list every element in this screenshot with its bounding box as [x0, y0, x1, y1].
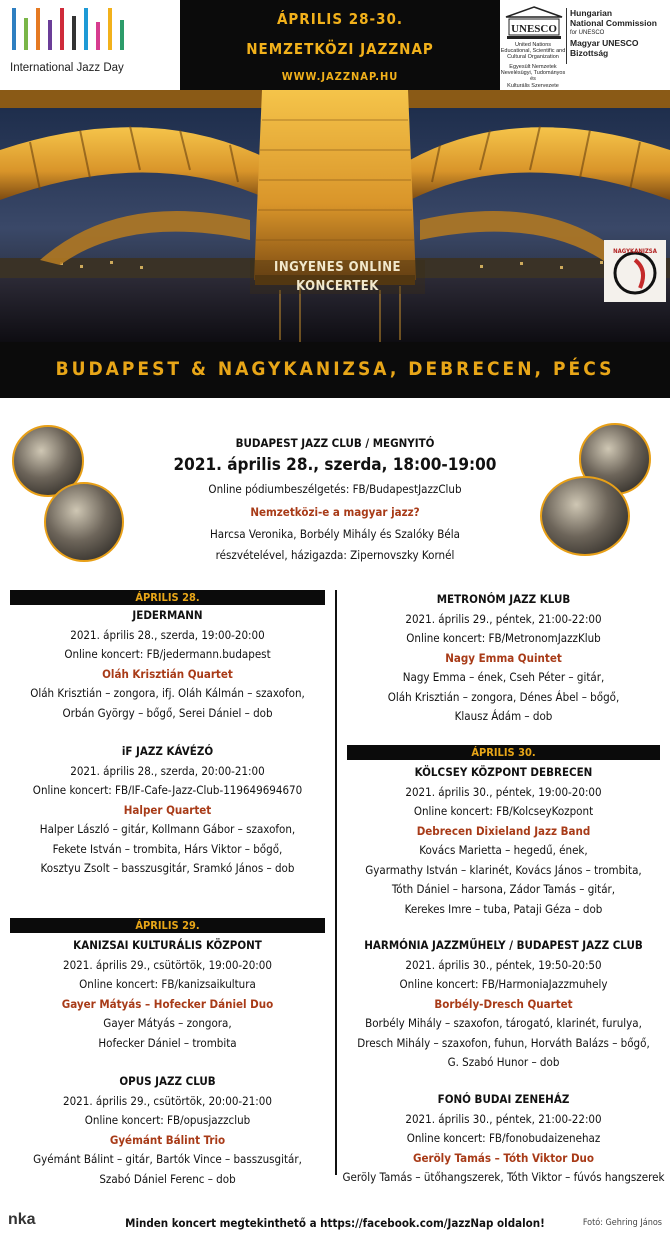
band-members: Gyarmathy István – klarinét, Kovács János – trombita, [365, 862, 642, 877]
band-members: Gyémánt Bálint – gitár, Bartók Vince – basszusgitár, [33, 1152, 302, 1166]
logo-bar [24, 18, 28, 50]
band-name: Debrecen Dixieland Jazz Band [416, 823, 591, 838]
unesco-divider [566, 8, 567, 64]
event-opus [0, 1072, 335, 1189]
event-online: Online koncert: FB/MetronomJazzKlub [406, 631, 601, 645]
band-members: Kerekes Imre – tuba, Pataji Géza – dob [404, 901, 603, 916]
band-members: Orbán György – bőgő, Serei Dániel – dob [62, 705, 273, 720]
free-online-concerts-label: INGYENES ONLINE KONCERTEK [250, 260, 425, 294]
logo-bar [108, 8, 112, 50]
event-url[interactable]: WWW.JAZZNAP.HU [281, 70, 399, 83]
band-members: G. Szabó Hunor – dob [447, 1055, 560, 1069]
cities-banner [0, 342, 670, 398]
band-members: Geröly Tamás – ütőhangszerek, Tóth Viktor – fúvós hangszerek [342, 1170, 665, 1184]
international-jazz-day-logo [0, 0, 180, 90]
venue-name: FONÓ BUDAI ZENEHÁZ [437, 1092, 570, 1106]
unesco-hu-name: Egyesült Nemzetek Nevelésügyi, Tudományos és Kulturális Szervezete [500, 64, 566, 89]
band-members: Gayer Mátyás – zongora, [103, 1016, 232, 1030]
logo-text: International Jazz Day [10, 62, 124, 74]
band-name: Halper Quartet [123, 802, 212, 817]
venue-name: KÖLCSEY KÖZPONT DEBRECEN [414, 765, 593, 779]
event-datetime: 2021. április 28., szerda, 20:00-21:00 [70, 763, 265, 778]
event-datetime: 2021. április 28., szerda, 19:00-20:00 [70, 627, 265, 642]
opening-online: Online pódiumbeszélgetés: FB/BudapestJazzClub [208, 482, 462, 496]
band-members: Klausz Ádám – dob [454, 709, 553, 723]
bridge-illustration [0, 90, 670, 342]
nka-logo: nka [8, 1211, 36, 1228]
header-banner [180, 0, 500, 90]
band-name: Oláh Krisztián Quartet [102, 666, 233, 681]
logo-bar [48, 20, 52, 50]
nagykanizsa-badge-text: NAGYKANIZSA [613, 248, 657, 255]
event-datetime: 2021. április 30., péntek, 21:00-22:00 [405, 1111, 602, 1126]
band-members: Halper László – gitár, Kollmann Gábor – szaxofon, [39, 822, 296, 836]
event-datetime: 2021. április 29., péntek, 21:00-22:00 [405, 611, 602, 626]
band-members: Dresch Mihály – szaxofon, fuhun, Horváth Balázs – bőgő, [357, 1035, 650, 1050]
date-label-apr30: ÁPRILIS 30. [347, 745, 660, 760]
event-online: Online koncert: FB/opusjazzclub [84, 1113, 251, 1127]
band-members: Tóth Dániel – harsona, Zádor Tamás – gitár, [391, 882, 616, 896]
commission-name: Hungarian National Commission for UNESCO Magyar UNESCO Bizottság [570, 8, 657, 58]
logo-bar [72, 16, 76, 50]
event-datetime: 2021. április 29., csütörtök, 19:00-20:00 [63, 957, 272, 972]
unesco-un-name: United Nations Educational, Scientific and Cultural Organization [500, 42, 566, 61]
band-members: Fekete István – trombita, Hárs Viktor – bőgő, [52, 841, 283, 856]
unesco-logo [500, 0, 670, 90]
event-if-jazz [0, 742, 335, 879]
opening-topic: Nemzetközi-e a magyar jazz? [250, 505, 420, 519]
event-datetime: 2021. április 29., csütörtök, 20:00-21:00 [63, 1093, 272, 1108]
opening-guests: Harcsa Veronika, Borbély Mihály és Szalóky Béla [210, 527, 460, 541]
band-members: Szabó Dániel Ferenc – dob [99, 1171, 236, 1186]
band-members: Hofecker Dániel – trombita [98, 1035, 237, 1050]
venue-name: METRONÓM JAZZ KLUB [436, 592, 571, 606]
date-label-apr28: ÁPRILIS 28. [10, 590, 325, 605]
logo-bar [84, 8, 88, 50]
band-members: Borbély Mihály – szaxofon, tárogató, klarinét, furulya, [365, 1016, 642, 1030]
event-jedermann [0, 606, 335, 723]
footer-link-text[interactable]: Minden koncert megtekinthető a https://facebook.com/JazzNap oldalon! [125, 1216, 545, 1230]
venue-name: KANIZSAI KULTURÁLIS KÖZPONT [73, 938, 262, 952]
event-kanizsai [0, 936, 335, 1053]
venue-name: iF JAZZ KÁVÉZÓ [121, 744, 214, 758]
event-online: Online koncert: FB/IF-Cafe-Jazz-Club-119649694670 [32, 783, 303, 797]
event-online: Online koncert: FB/jedermann.budapest [64, 647, 271, 661]
band-members: Oláh Krisztián – zongora, Dénes Ábel – bőgő, [387, 689, 620, 704]
event-datetime: 2021. április 30., péntek, 19:50-20:50 [405, 957, 602, 972]
band-name: Gayer Mátyás – Hofecker Dániel Duo [61, 996, 274, 1011]
logo-bar [96, 22, 100, 50]
logo-bar [120, 20, 124, 50]
venue-name: JEDERMANN [132, 608, 203, 622]
photo-credit: Fotó: Gehring János [582, 1218, 662, 1228]
event-online: Online koncert: FB/fonobudaizenehaz [406, 1131, 601, 1145]
event-metronom [337, 590, 670, 727]
venue-name: OPUS JAZZ CLUB [119, 1074, 216, 1088]
logo-bar [60, 8, 64, 50]
opening-venue: BUDAPEST JAZZ CLUB / MEGNYITÓ [235, 436, 435, 450]
logo-bar [36, 8, 40, 50]
opening-datetime: 2021. április 28., szerda, 18:00-19:00 [173, 455, 497, 475]
band-name: Nagy Emma Quintet [445, 650, 562, 665]
logo-bar [12, 8, 16, 50]
band-members: Oláh Krisztián – zongora, ifj. Oláh Kálmán – szaxofon, [30, 686, 305, 700]
hero-bridge-image [0, 90, 670, 342]
cities-title: BUDAPEST & NAGYKANIZSA, DEBRECEN, PÉCS [55, 358, 615, 380]
event-online: Online koncert: FB/KolcseyKozpont [413, 804, 594, 818]
unesco-temple-icon [504, 6, 564, 40]
event-date: ÁPRILIS 28-30. [276, 10, 404, 28]
band-members: Kovács Marietta – hegedű, ének, [419, 843, 588, 857]
band-name: Borbély-Dresch Quartet [434, 996, 573, 1011]
nagykanizsa-badge [604, 240, 666, 302]
band-members: Nagy Emma – ének, Cseh Péter – gitár, [402, 670, 605, 684]
unesco-wordmark: UNESCO [511, 23, 557, 35]
event-fono [337, 1090, 670, 1188]
event-online: Online koncert: FB/kanizsaikultura [79, 977, 256, 991]
event-harmonia [337, 936, 670, 1073]
event-name: NEMZETKÖZI JAZZNAP [246, 40, 434, 58]
event-kolcsey [337, 763, 670, 919]
event-online: Online koncert: FB/HarmoniaJazzmuhely [399, 977, 608, 991]
band-members: Kosztyu Zsolt – basszusgitár, Sramkó János – dob [40, 861, 295, 875]
date-label-apr29: ÁPRILIS 29. [10, 918, 325, 933]
opening-guests-host: részvételével, házigazda: Zipernovszky Kornél [215, 548, 455, 562]
event-datetime: 2021. április 30., péntek, 19:00-20:00 [405, 784, 602, 799]
band-name: Geröly Tamás – Tóth Viktor Duo [412, 1150, 595, 1165]
band-name: Gyémánt Bálint Trio [109, 1132, 226, 1147]
venue-name: HARMÓNIA JAZZMŰHELY / BUDAPEST JAZZ CLUB [364, 938, 643, 952]
